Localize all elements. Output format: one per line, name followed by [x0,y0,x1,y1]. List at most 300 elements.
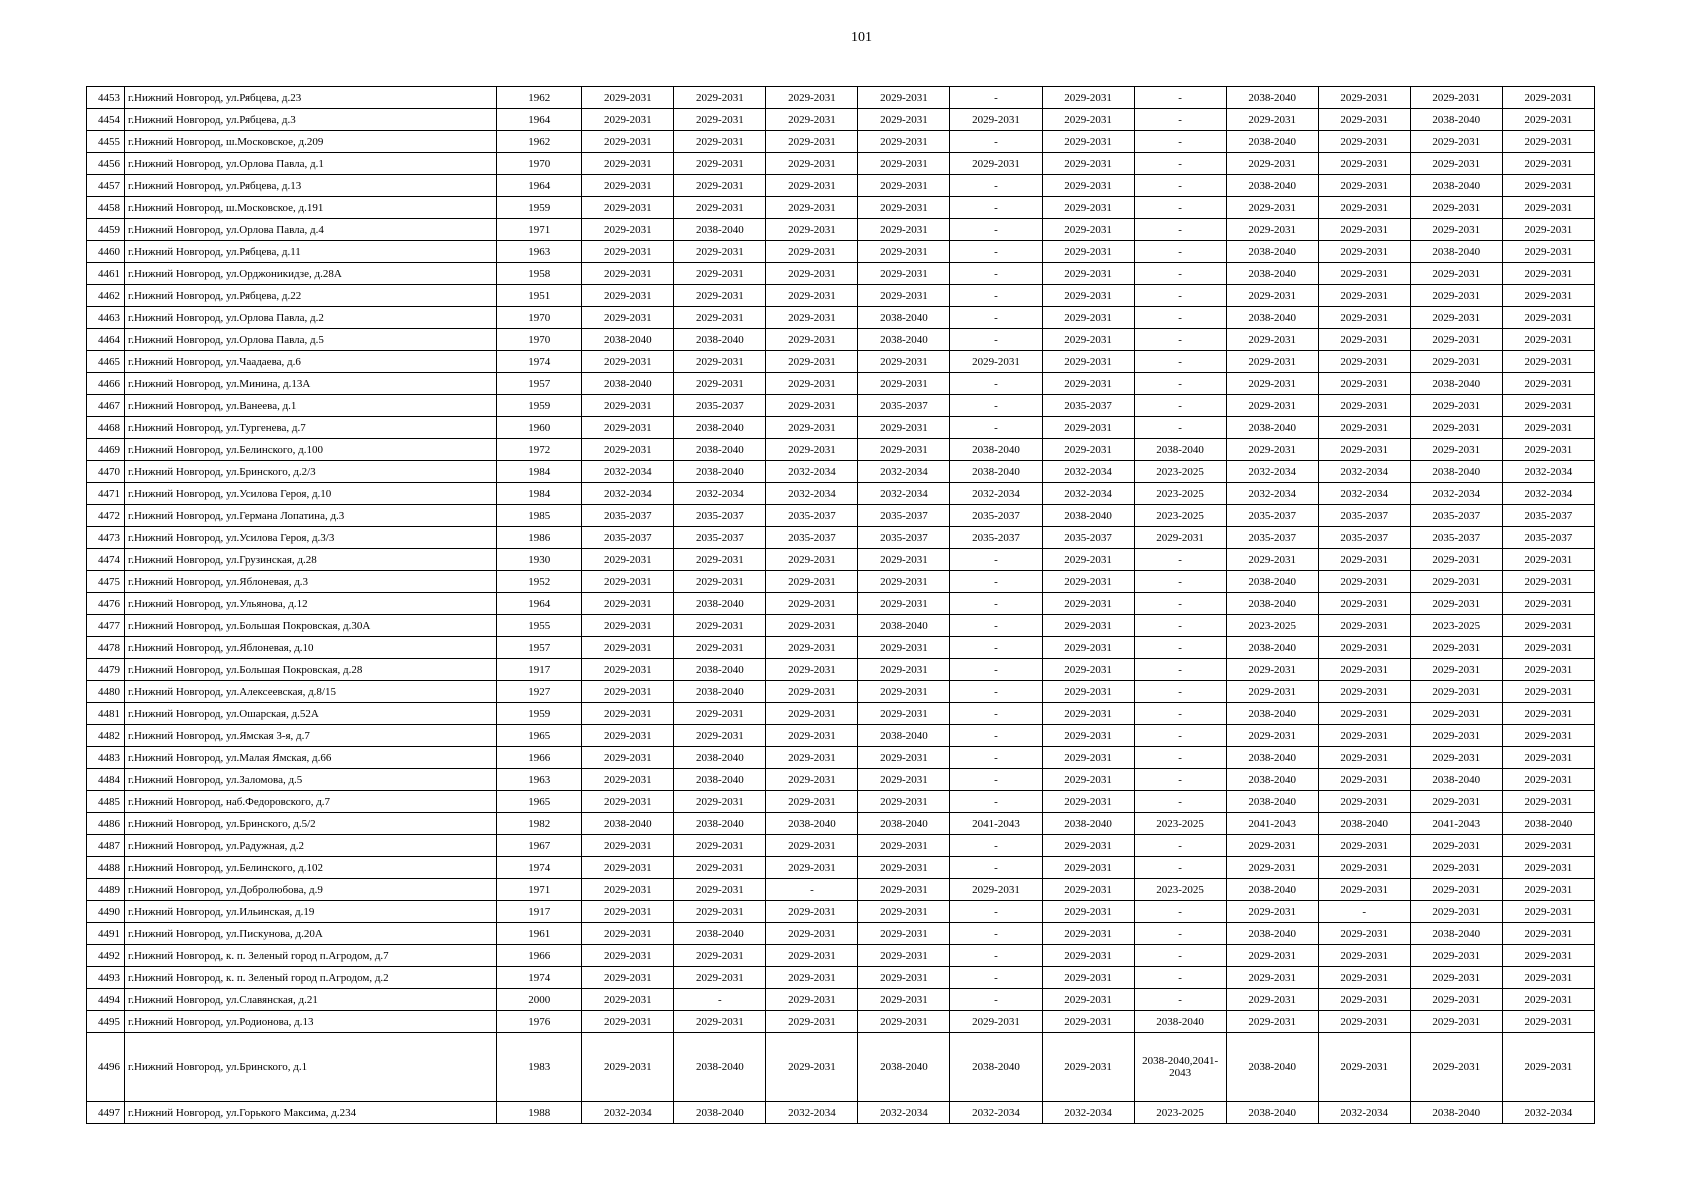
period-cell: 2038-2040 [1226,879,1318,901]
period-cell: 2032-2034 [766,461,858,483]
period-cell: 2029-2031 [582,945,674,967]
period-cell: 2029-2031 [582,791,674,813]
period-cell: 2029-2031 [1042,901,1134,923]
address-cell: г.Нижний Новгород, ул.Белинского, д.100 [125,439,497,461]
period-cell: - [950,747,1042,769]
period-cell: 2029-2031 [1226,725,1318,747]
period-cell: - [1134,109,1226,131]
period-cell: - [1134,373,1226,395]
row-number-cell: 4472 [87,505,125,527]
period-cell: 2029-2031 [1502,197,1594,219]
year-cell: 1982 [497,813,582,835]
period-cell: 2029-2031 [858,439,950,461]
period-cell: - [950,703,1042,725]
row-number-cell: 4478 [87,637,125,659]
period-cell: 2029-2031 [1042,923,1134,945]
table-row [87,109,1595,131]
period-cell: 2032-2034 [1318,483,1410,505]
address-cell: г.Нижний Новгород, ул.Рябцева, д.23 [125,87,497,109]
period-cell: - [1134,571,1226,593]
period-cell: 2029-2031 [1042,439,1134,461]
period-cell: - [674,989,766,1011]
table-row [87,153,1595,175]
period-cell: 2029-2031 [582,703,674,725]
period-cell: - [950,901,1042,923]
period-cell: 2029-2031 [1410,1033,1502,1102]
period-cell: 2029-2031 [674,879,766,901]
row-number-cell: 4483 [87,747,125,769]
year-cell: 1965 [497,725,582,747]
period-cell: 2029-2031 [1042,967,1134,989]
period-cell: 2029-2031 [766,417,858,439]
period-cell: 2038-2040 [1226,131,1318,153]
period-cell: 2029-2031 [674,109,766,131]
row-number-cell: 4477 [87,615,125,637]
period-cell: - [1134,989,1226,1011]
period-cell: 2029-2031 [1410,791,1502,813]
period-cell: 2032-2034 [1226,461,1318,483]
period-cell: 2029-2031 [766,241,858,263]
table-row [87,439,1595,461]
year-cell: 1974 [497,351,582,373]
period-cell: 2023-2025 [1134,879,1226,901]
period-cell: - [950,659,1042,681]
table-row [87,967,1595,989]
table-row [87,285,1595,307]
period-cell: 2029-2031 [582,307,674,329]
address-cell: г.Нижний Новгород, ш.Московское, д.209 [125,131,497,153]
period-cell: 2029-2031 [582,1033,674,1102]
year-cell: 1957 [497,637,582,659]
period-cell: 2038-2040 [1226,1033,1318,1102]
period-cell: 2029-2031 [766,835,858,857]
row-number-cell: 4455 [87,131,125,153]
period-cell: 2029-2031 [1410,901,1502,923]
period-cell: 2032-2034 [950,1102,1042,1124]
period-cell: 2029-2031 [950,109,1042,131]
period-cell: 2029-2031 [1318,549,1410,571]
period-cell: 2029-2031 [858,263,950,285]
period-cell: - [1134,285,1226,307]
period-cell: - [950,285,1042,307]
period-cell: 2029-2031 [1226,549,1318,571]
row-number-cell: 4459 [87,219,125,241]
address-cell: г.Нижний Новгород, ул.Алексеевская, д.8/15 [125,681,497,703]
period-cell: 2032-2034 [858,483,950,505]
period-cell: 2035-2037 [858,395,950,417]
period-cell: 2029-2031 [1502,593,1594,615]
address-cell: г.Нижний Новгород, ул.Славянская, д.21 [125,989,497,1011]
period-cell: 2029-2031 [1042,1033,1134,1102]
period-cell: 2029-2031 [674,791,766,813]
period-cell: 2029-2031 [582,747,674,769]
period-cell: 2029-2031 [858,989,950,1011]
period-cell: 2029-2031 [1318,439,1410,461]
period-cell: 2029-2031 [1226,373,1318,395]
period-cell: 2029-2031 [1042,857,1134,879]
period-cell: 2029-2031 [1318,417,1410,439]
period-cell: 2038-2040 [674,659,766,681]
address-cell: г.Нижний Новгород, ул.Чаадаева, д.6 [125,351,497,373]
period-cell: 2035-2037 [1318,505,1410,527]
period-cell: - [1134,659,1226,681]
period-cell: - [950,373,1042,395]
period-cell: 2029-2031 [1042,769,1134,791]
period-cell: 2029-2031 [1042,329,1134,351]
period-cell: 2029-2031 [858,791,950,813]
period-cell: 2038-2040 [950,461,1042,483]
row-number-cell: 4480 [87,681,125,703]
period-cell: 2038-2040 [1226,263,1318,285]
row-number-cell: 4486 [87,813,125,835]
period-cell: 2029-2031 [582,637,674,659]
period-cell: 2029-2031 [674,131,766,153]
period-cell: 2029-2031 [582,615,674,637]
period-cell: 2029-2031 [1410,571,1502,593]
row-number-cell: 4467 [87,395,125,417]
period-cell: 2029-2031 [1502,417,1594,439]
period-cell: - [950,395,1042,417]
period-cell: 2032-2034 [1410,483,1502,505]
row-number-cell: 4495 [87,1011,125,1033]
year-cell: 1970 [497,329,582,351]
period-cell: 2029-2031 [1042,659,1134,681]
period-cell: 2029-2031 [1410,725,1502,747]
year-cell: 1952 [497,571,582,593]
period-cell: 2038-2040 [1226,175,1318,197]
period-cell: 2029-2031 [1042,637,1134,659]
address-cell: г.Нижний Новгород, ул.Бринского, д.5/2 [125,813,497,835]
period-cell: 2029-2031 [1502,549,1594,571]
address-cell: г.Нижний Новгород, ш.Московское, д.191 [125,197,497,219]
year-cell: 1970 [497,153,582,175]
row-number-cell: 4466 [87,373,125,395]
period-cell: - [1134,857,1226,879]
period-cell: - [1134,417,1226,439]
period-cell: 2029-2031 [766,901,858,923]
period-cell: - [1134,153,1226,175]
table-row [87,197,1595,219]
period-cell: 2029-2031 [1410,395,1502,417]
table-row [87,857,1595,879]
table-row [87,725,1595,747]
period-cell: - [1134,131,1226,153]
period-cell: - [950,263,1042,285]
period-cell: 2032-2034 [582,461,674,483]
period-cell: - [950,769,1042,791]
address-cell: г.Нижний Новгород, ул.Тургенева, д.7 [125,417,497,439]
period-cell: 2029-2031 [582,395,674,417]
period-cell: 2029-2031 [582,241,674,263]
period-cell: 2029-2031 [1502,131,1594,153]
period-cell: 2035-2037 [674,505,766,527]
period-cell: 2029-2031 [674,197,766,219]
period-cell: - [950,989,1042,1011]
period-cell: 2029-2031 [674,285,766,307]
address-cell: г.Нижний Новгород, ул.Усилова Героя, д.3/3 [125,527,497,549]
period-cell: 2038-2040 [674,439,766,461]
period-cell: 2029-2031 [766,197,858,219]
period-cell: 2038-2040 [1226,241,1318,263]
period-cell: - [950,857,1042,879]
period-cell: 2029-2031 [674,153,766,175]
period-cell: 2035-2037 [1502,527,1594,549]
table-row [87,131,1595,153]
period-cell: - [950,329,1042,351]
address-cell: г.Нижний Новгород, ул.Ильинская, д.19 [125,901,497,923]
period-cell: 2029-2031 [1502,307,1594,329]
year-cell: 1965 [497,791,582,813]
address-cell: г.Нижний Новгород, ул.Большая Покровская, д.28 [125,659,497,681]
period-cell: 2038-2040 [1134,439,1226,461]
period-cell: - [950,593,1042,615]
period-cell: 2035-2037 [766,505,858,527]
table-row [87,659,1595,681]
period-cell: 2029-2031 [858,923,950,945]
period-cell: - [950,571,1042,593]
period-cell: 2029-2031 [1318,241,1410,263]
address-cell: г.Нижний Новгород, ул.Заломова, д.5 [125,769,497,791]
period-cell: 2029-2031 [1502,681,1594,703]
period-cell: 2029-2031 [1042,571,1134,593]
period-cell: 2029-2031 [1318,835,1410,857]
period-cell: 2038-2040 [1042,505,1134,527]
period-cell: 2032-2034 [858,461,950,483]
row-number-cell: 4462 [87,285,125,307]
period-cell: 2029-2031 [1226,659,1318,681]
period-cell: 2029-2031 [582,593,674,615]
table-row [87,263,1595,285]
period-cell: 2029-2031 [1502,1033,1594,1102]
period-cell: 2035-2037 [1502,505,1594,527]
period-cell: 2038-2040 [582,813,674,835]
period-cell: 2029-2031 [950,879,1042,901]
address-cell: г.Нижний Новгород, ул.Рябцева, д.22 [125,285,497,307]
period-cell: 2029-2031 [582,175,674,197]
period-cell: 2029-2031 [858,285,950,307]
period-cell: 2029-2031 [582,725,674,747]
period-cell: 2038-2040 [1410,241,1502,263]
period-cell: 2029-2031 [1410,945,1502,967]
row-number-cell: 4471 [87,483,125,505]
period-cell: 2029-2031 [1410,967,1502,989]
year-cell: 1963 [497,769,582,791]
year-cell: 1966 [497,747,582,769]
year-cell: 1917 [497,901,582,923]
period-cell: 2035-2037 [1226,505,1318,527]
period-cell: 2038-2040 [1502,813,1594,835]
period-cell: 2041-2043 [950,813,1042,835]
period-cell: - [1134,307,1226,329]
period-cell: 2029-2031 [766,659,858,681]
period-cell: 2029-2031 [1042,153,1134,175]
table-row [87,329,1595,351]
period-cell: 2029-2031 [1502,285,1594,307]
period-cell: 2029-2031 [766,175,858,197]
period-cell: 2029-2031 [1410,131,1502,153]
period-cell: 2029-2031 [674,703,766,725]
period-cell: 2029-2031 [1318,967,1410,989]
period-cell: 2032-2034 [582,483,674,505]
period-cell: 2029-2031 [582,835,674,857]
period-cell: 2032-2034 [1318,461,1410,483]
table-row [87,1011,1595,1033]
period-cell: 2029-2031 [1042,703,1134,725]
period-cell: 2029-2031 [582,219,674,241]
period-cell: 2029-2031 [1042,197,1134,219]
period-cell: 2029-2031 [858,87,950,109]
period-cell: 2029-2031 [674,351,766,373]
period-cell: 2029-2031 [1042,285,1134,307]
period-cell: 2029-2031 [1042,879,1134,901]
period-cell: 2029-2031 [1502,395,1594,417]
period-cell: 2023-2025 [1134,505,1226,527]
period-cell: 2029-2031 [858,945,950,967]
period-cell: 2029-2031 [582,285,674,307]
period-cell: 2029-2031 [1502,923,1594,945]
year-cell: 1970 [497,307,582,329]
row-number-cell: 4473 [87,527,125,549]
period-cell: 2029-2031 [674,835,766,857]
period-cell: 2029-2031 [1502,901,1594,923]
row-number-cell: 4490 [87,901,125,923]
period-cell: 2038-2040 [674,219,766,241]
period-cell: 2038-2040 [674,461,766,483]
period-cell: - [950,791,1042,813]
period-cell: - [950,681,1042,703]
period-cell: - [1318,901,1410,923]
table-row [87,681,1595,703]
period-cell: 2029-2031 [766,637,858,659]
table-row [87,527,1595,549]
period-cell: 2032-2034 [582,1102,674,1124]
period-cell: - [950,219,1042,241]
period-cell: 2029-2031 [1502,219,1594,241]
period-cell: 2029-2031 [1410,835,1502,857]
period-cell: - [950,131,1042,153]
period-cell: 2038-2040 [1226,791,1318,813]
period-cell: 2029-2031 [1042,593,1134,615]
year-cell: 1958 [497,263,582,285]
row-number-cell: 4497 [87,1102,125,1124]
table-row [87,175,1595,197]
period-cell: 2035-2037 [858,527,950,549]
row-number-cell: 4468 [87,417,125,439]
period-cell: 2032-2034 [766,483,858,505]
table-row [87,769,1595,791]
period-cell: 2032-2034 [766,1102,858,1124]
period-cell: 2029-2031 [1318,879,1410,901]
period-cell: 2029-2031 [1318,945,1410,967]
year-cell: 1985 [497,505,582,527]
period-cell: 2038-2040 [858,329,950,351]
period-cell: 2038-2040 [674,1102,766,1124]
period-cell: - [1134,681,1226,703]
address-cell: г.Нижний Новгород, ул.Белинского, д.102 [125,857,497,879]
period-cell: 2029-2031 [1226,197,1318,219]
period-cell: 2029-2031 [858,373,950,395]
period-cell: - [1134,835,1226,857]
period-cell: 2029-2031 [766,725,858,747]
period-cell: 2029-2031 [582,879,674,901]
period-cell: - [1134,549,1226,571]
period-cell: - [1134,351,1226,373]
period-cell: 2029-2031 [1410,1011,1502,1033]
period-cell: 2029-2031 [674,175,766,197]
period-cell: 2032-2034 [1502,461,1594,483]
year-cell: 1984 [497,483,582,505]
period-cell: 2029-2031 [1318,395,1410,417]
period-cell: 2029-2031 [582,87,674,109]
row-number-cell: 4484 [87,769,125,791]
period-cell: 2029-2031 [766,87,858,109]
address-cell: г.Нижний Новгород, ул.Горького Максима, д.234 [125,1102,497,1124]
period-cell: 2029-2031 [1410,857,1502,879]
period-cell: 2029-2031 [1502,989,1594,1011]
period-cell: 2029-2031 [1318,219,1410,241]
period-cell: 2035-2037 [858,505,950,527]
period-cell: - [950,417,1042,439]
period-cell: 2029-2031 [1318,659,1410,681]
period-cell: 2029-2031 [858,197,950,219]
period-cell: 2038-2040 [1226,1102,1318,1124]
period-cell: 2029-2031 [1502,109,1594,131]
row-number-cell: 4476 [87,593,125,615]
period-cell: 2038-2040,2041-2043 [1134,1033,1226,1102]
period-cell: - [1134,395,1226,417]
period-cell: - [1134,945,1226,967]
row-number-cell: 4469 [87,439,125,461]
row-number-cell: 4488 [87,857,125,879]
table-row [87,241,1595,263]
period-cell: 2038-2040 [674,1033,766,1102]
period-cell: 2029-2031 [1042,791,1134,813]
period-cell: 2029-2031 [674,549,766,571]
period-cell: 2035-2037 [674,527,766,549]
period-cell: 2029-2031 [1226,945,1318,967]
period-cell: 2038-2040 [1410,373,1502,395]
period-cell: 2029-2031 [950,153,1042,175]
period-cell: 2038-2040 [1410,923,1502,945]
period-cell: 2029-2031 [1410,439,1502,461]
buildings-table [86,86,1595,1124]
period-cell: 2029-2031 [582,681,674,703]
period-cell: 2038-2040 [858,813,950,835]
year-cell: 1927 [497,681,582,703]
period-cell: 2029-2031 [1226,857,1318,879]
period-cell: 2029-2031 [582,1011,674,1033]
year-cell: 1957 [497,373,582,395]
period-cell: 2029-2031 [674,725,766,747]
year-cell: 1971 [497,219,582,241]
period-cell: 2038-2040 [858,725,950,747]
period-cell: 2038-2040 [1226,87,1318,109]
period-cell: 2038-2040 [582,373,674,395]
table-row [87,351,1595,373]
period-cell: - [1134,637,1226,659]
period-cell: 2029-2031 [1410,307,1502,329]
period-cell: 2029-2031 [858,681,950,703]
period-cell: 2029-2031 [1318,197,1410,219]
period-cell: 2032-2034 [1042,461,1134,483]
address-cell: г.Нижний Новгород, к. п. Зеленый город п.Агродом, д.2 [125,967,497,989]
address-cell: г.Нижний Новгород, ул.Грузинская, д.28 [125,549,497,571]
address-cell: г.Нижний Новгород, ул.Ульянова, д.12 [125,593,497,615]
period-cell: 2029-2031 [858,747,950,769]
period-cell: 2032-2034 [1226,483,1318,505]
row-number-cell: 4461 [87,263,125,285]
period-cell: 2029-2031 [858,219,950,241]
